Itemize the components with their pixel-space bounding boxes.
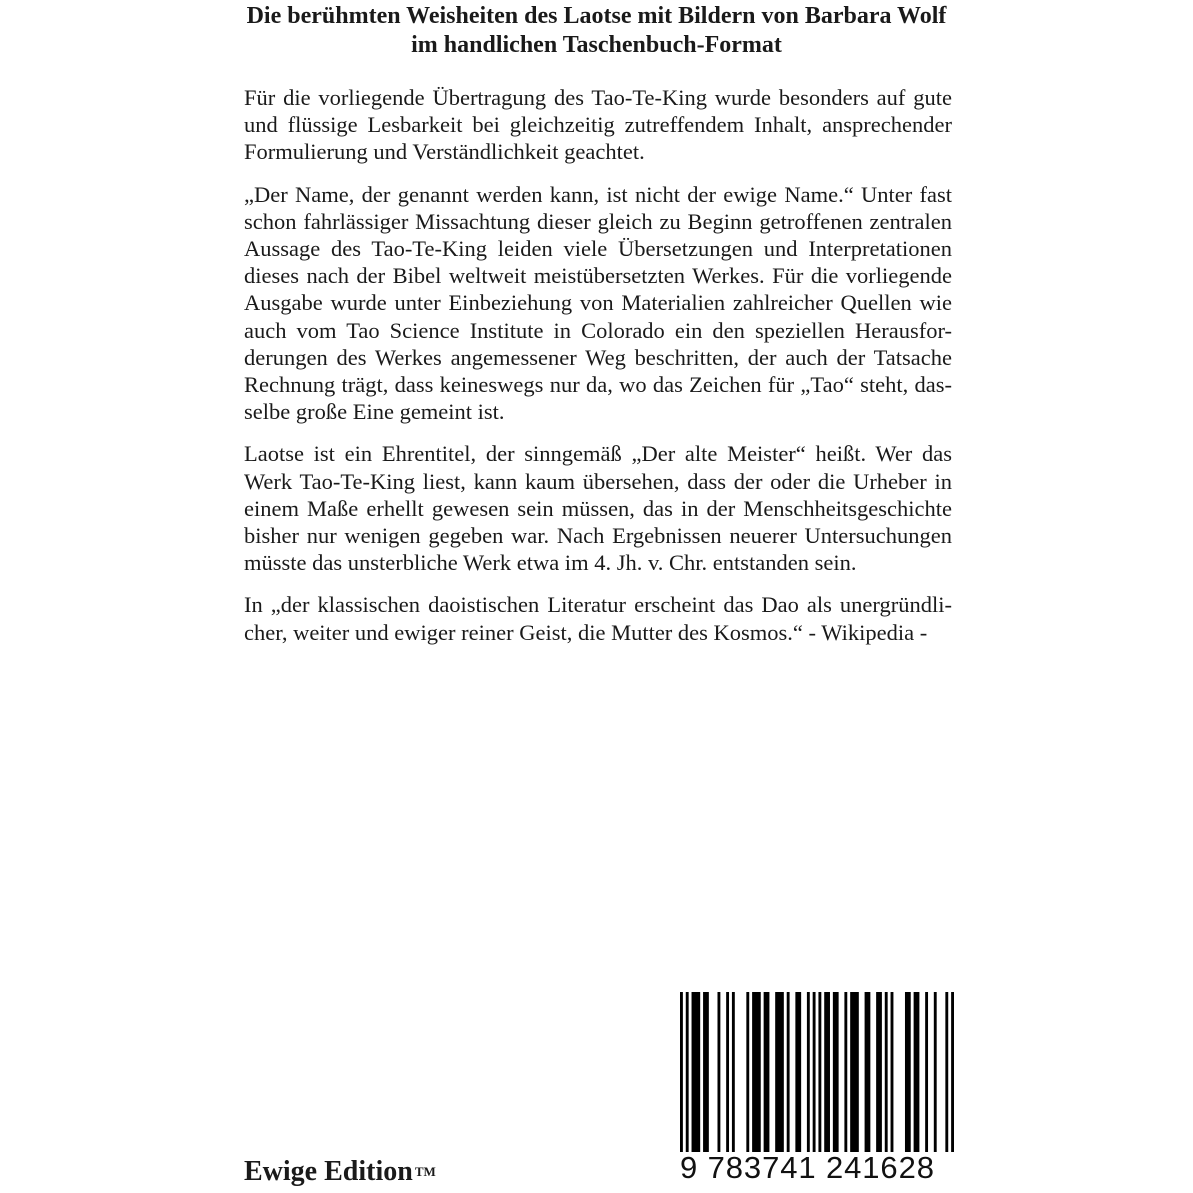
- barcode-bar: [951, 992, 954, 1152]
- isbn-number: 9 783741 241628: [680, 1150, 935, 1185]
- barcode-bar: [726, 992, 729, 1152]
- text-line: cher, weiter und ewiger reiner Geist, die Mutter des Kosmos.“ - Wikipedia -: [244, 619, 928, 645]
- trademark-mark: TM: [414, 1164, 436, 1179]
- title-line-1: Die berühmten Weisheiten des Laotse mit Bildern von Barbara Wolf: [246, 3, 947, 29]
- title-line-2: im handlichen Taschenbuch-Format: [411, 32, 782, 58]
- publisher-imprint: [244, 1155, 436, 1189]
- barcode-bar: [876, 992, 882, 1152]
- text-line: Für die vorliegende Übertragung des Tao-Te-King wurde besonders auf gute: [244, 85, 952, 110]
- barcode-bar: [680, 992, 683, 1152]
- barcode-bar: [844, 992, 847, 1152]
- text-line: bisher nur wenigen gegeben war. Nach Ergebnissen neuerer Untersuchungen: [244, 523, 952, 549]
- barcode-bar: [775, 992, 784, 1152]
- barcode-bar: [752, 992, 761, 1152]
- text-line: einem Maße erhellt gewesen sein müssen, das in der Menschheitsgeschichte: [244, 495, 952, 521]
- text-line: Aussage des Tao-Te-King leiden viele Übersetzungen und Interpretationen: [244, 236, 952, 262]
- text-line: auch vom Tao Science Institute in Colorado ein den speziellen Herausfor-: [244, 317, 952, 343]
- barcode-bar: [818, 992, 821, 1152]
- barcode-bar: [746, 992, 749, 1152]
- text-line: Rechnung trägt, dass keineswegs nur da, wo das Zeichen für „Tao“ steht, das-: [244, 372, 952, 398]
- barcode-bars: [680, 992, 954, 1152]
- barcode-bar: [787, 992, 790, 1152]
- text-line: „Der Name, der genannt werden kann, ist nicht der ewige Name.“ Unter fast: [244, 181, 952, 207]
- barcode-bar: [885, 992, 888, 1152]
- text-line: Laotse ist ein Ehrentitel, der sinngemäß „Der alte Meister“ heißt. Wer das: [244, 441, 952, 467]
- paragraph-2: [244, 181, 952, 426]
- barcode-bar: [891, 992, 894, 1152]
- paragraph-1: [244, 84, 952, 166]
- barcode-bar: [945, 992, 948, 1152]
- text-line: Formulierung und Verständlichkeit geachtet.: [244, 139, 645, 165]
- text-line: selbe große Eine gemeint ist.: [244, 399, 505, 425]
- barcode-bar: [850, 992, 859, 1152]
- blurb-text: [244, 84, 952, 661]
- barcode-bar: [813, 992, 816, 1152]
- barcode-bar: [732, 992, 735, 1152]
- barcode-bar: [925, 992, 928, 1152]
- barcode-bar: [717, 992, 720, 1152]
- barcode-bar: [934, 992, 937, 1152]
- barcode-bar: [795, 992, 801, 1152]
- text-line: In „der klassischen daoistischen Literatur erscheint das Dao als unergründli-: [244, 592, 952, 618]
- text-line: derungen des Werkes angemessener Weg beschritten, der auch der Tatsache: [244, 344, 952, 370]
- barcode-bar: [807, 992, 810, 1152]
- text-line: Ausgabe wurde unter Einbeziehung von Materialien zahlreicher Quellen wie: [244, 290, 952, 316]
- barcode-bar: [686, 992, 689, 1152]
- text-line: und flüssige Lesbarkeit bei gleichzeitig zutreffendem Inhalt, ansprechender: [244, 112, 952, 138]
- barcode-bar: [824, 992, 830, 1152]
- text-line: dieses nach der Bibel weltweit meistübersetzten Werkes. Für die vorliegende: [244, 263, 952, 289]
- barcode-bar: [833, 992, 839, 1152]
- back-cover-title: [0, 2, 1193, 60]
- barcode-bar: [905, 992, 911, 1152]
- text-line: schon fahrlässiger Missachtung dieser gleich zu Beginn getroffenen zentralen: [244, 208, 952, 234]
- barcode-bar: [692, 992, 701, 1152]
- text-line: Werk Tao-Te-King liest, kann kaum übersehen, dass der oder die Urheber in: [244, 468, 952, 494]
- imprint-name: Ewige Edition: [244, 1156, 413, 1187]
- barcode-bar: [865, 992, 871, 1152]
- barcode-bar: [914, 992, 920, 1152]
- text-line: müsste das unsterbliche Werk etwa im 4. Jh. v. Chr. entstanden sein.: [244, 550, 857, 576]
- paragraph-3: [244, 440, 952, 576]
- barcode-bar: [703, 992, 709, 1152]
- paragraph-4: [244, 591, 952, 645]
- barcode-bar: [764, 992, 770, 1152]
